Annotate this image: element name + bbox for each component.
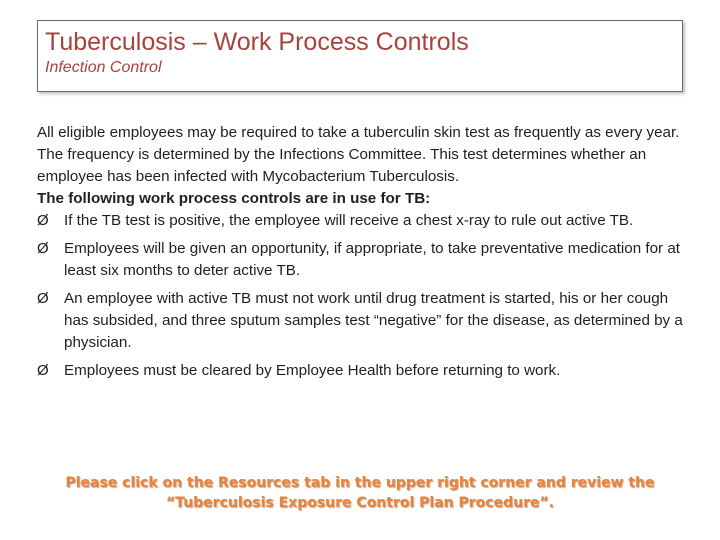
arrow-bullet-icon: Ø xyxy=(37,290,49,307)
notice-line-2: “Tuberculosis Exposure Control Plan Procedure”. xyxy=(165,495,554,511)
controls-lead-in: The following work process controls are in use for TB: xyxy=(37,190,431,207)
notice-line-1: Please click on the Resources tab in the upper right corner and review the xyxy=(65,475,655,491)
list-item xyxy=(37,210,685,232)
list-item-text: If the TB test is positive, the employee will receive a chest x-ray to rule out active TB. xyxy=(64,212,634,229)
list-item-text: Employees will be given an opportunity, if appropriate, to take preventative medication for at least six months to deter active TB. xyxy=(64,240,680,279)
intro-paragraph: All eligible employees may be required to take a tuberculin skin test as frequently as every year. The frequency is determined by the Infections Committee. This test determines whether an employee has been infected with Mycobacterium Tuberculosis. xyxy=(37,124,680,185)
arrow-bullet-icon: Ø xyxy=(37,362,49,379)
controls-list xyxy=(37,210,685,382)
list-item-text: An employee with active TB must not work until drug treatment is started, his or her cough has subsided, and three sputum samples test “negative” for the disease, as determined by a physician. xyxy=(64,290,683,351)
title-box xyxy=(37,20,683,92)
page-title: Tuberculosis – Work Process Controls xyxy=(45,28,469,56)
content-body xyxy=(37,122,685,388)
list-item xyxy=(37,288,685,354)
page-subtitle: Infection Control xyxy=(45,59,162,76)
resources-notice xyxy=(40,473,680,513)
list-item xyxy=(37,360,685,382)
arrow-bullet-icon: Ø xyxy=(37,212,49,229)
list-item-text: Employees must be cleared by Employee Health before returning to work. xyxy=(64,362,561,379)
arrow-bullet-icon: Ø xyxy=(37,240,49,257)
list-item xyxy=(37,238,685,282)
